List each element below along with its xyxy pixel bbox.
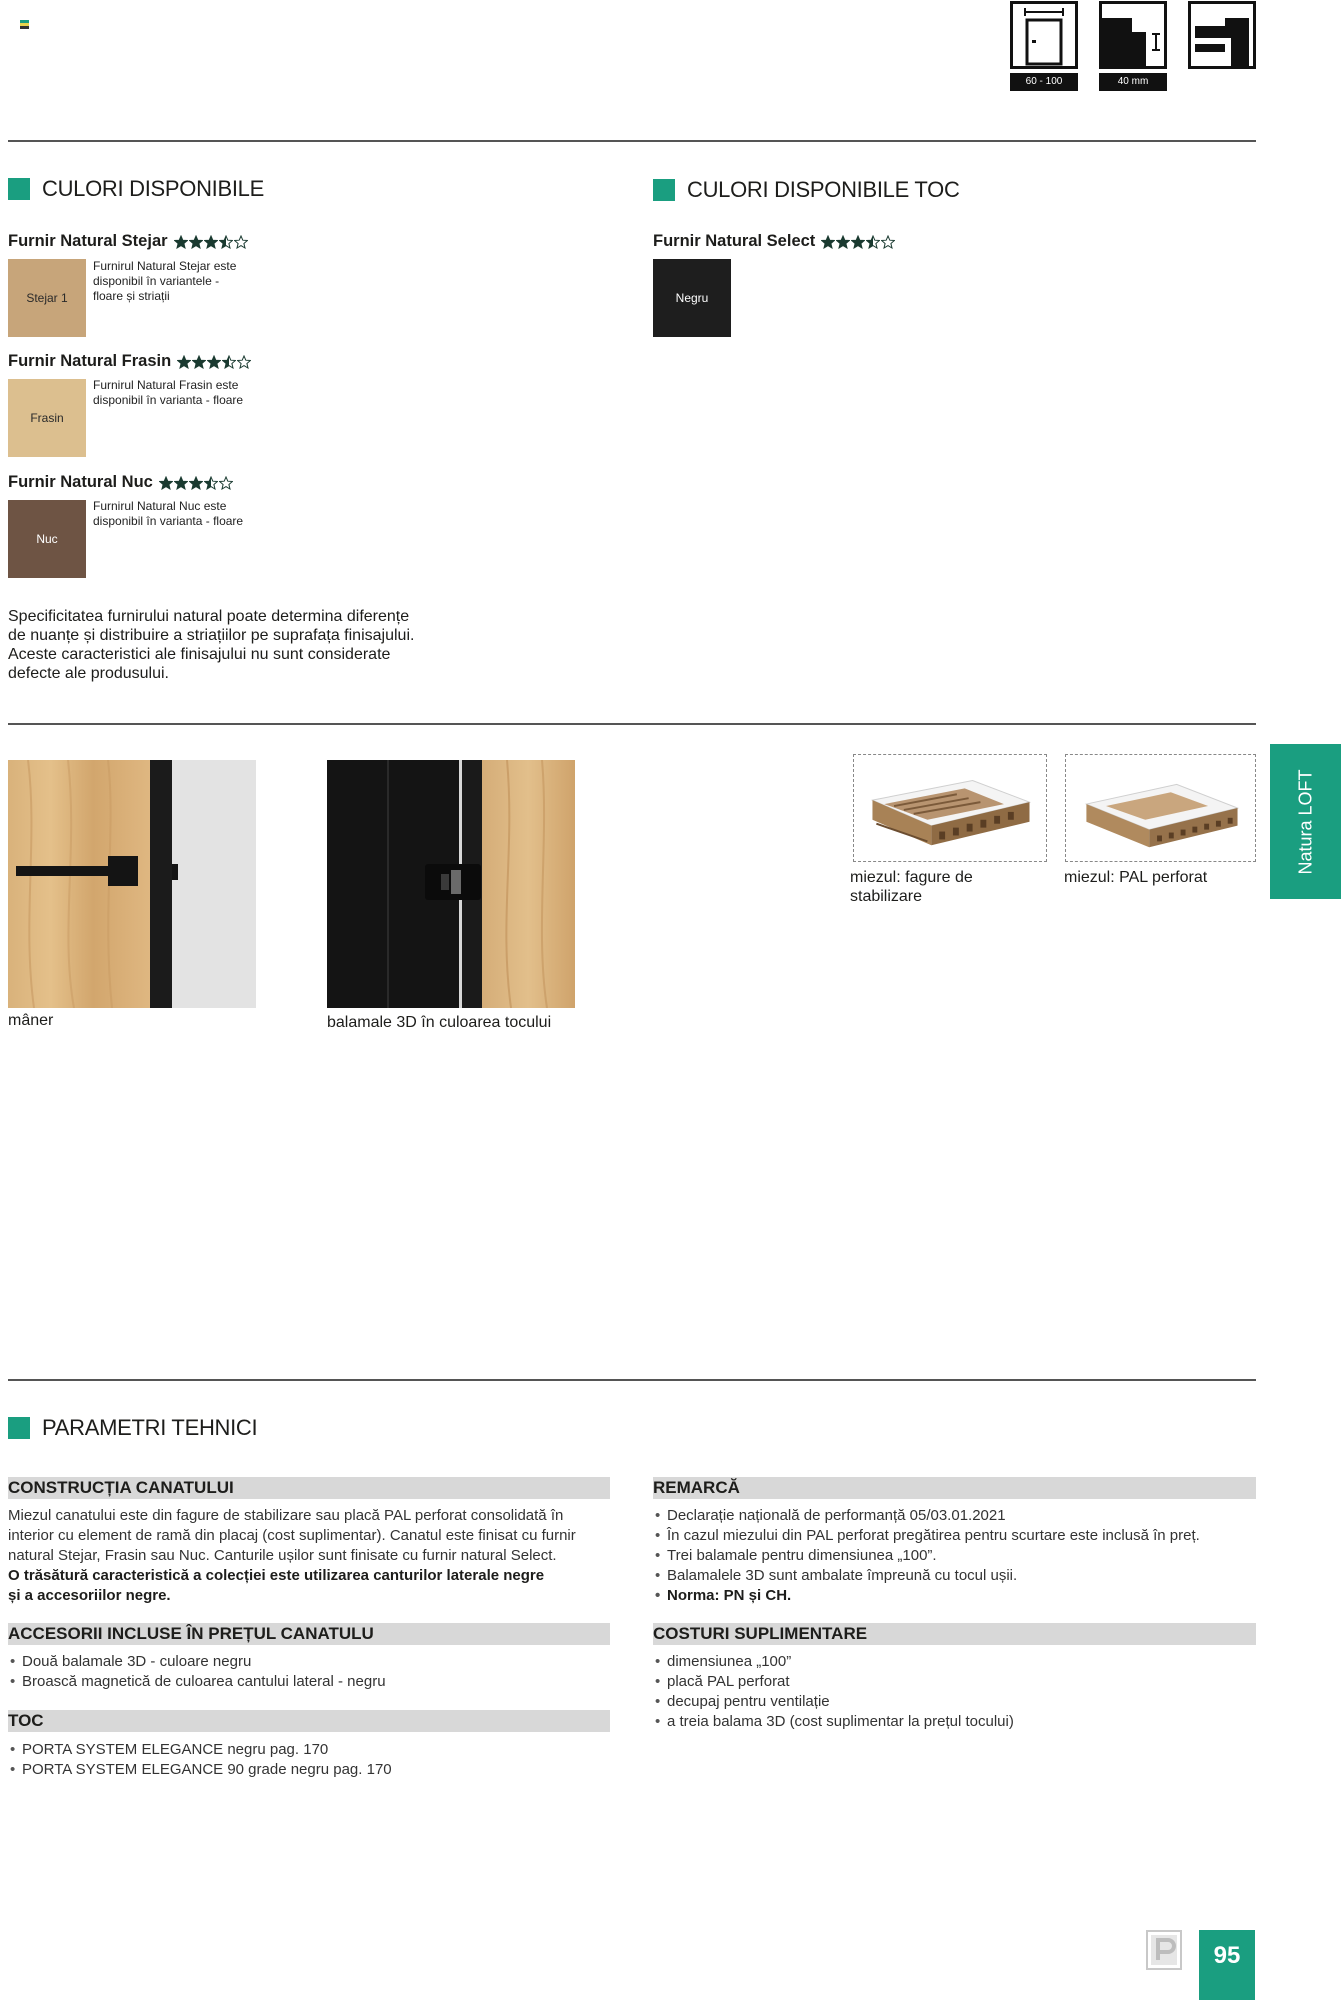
star-icon [881,235,895,249]
accessories-list [8,1652,610,1692]
text-line: natural Stejar, Frasin sau Nuc. Canturile ușilor sunt finisate cu furnir natural Select. [8,1547,557,1564]
star-icon [222,355,236,369]
star-icon [159,476,173,490]
swatch-label: Negru [675,291,709,305]
list-item: • dimensiunea „100” [653,1652,1256,1672]
page-number: 95 [1199,1930,1255,2000]
text-line: interior cu element de ramă din placaj (cost suplimentar). Canatul este finisat cu furnir [8,1527,576,1544]
construction-heading: CONSTRUCȚIA CANATULUI [8,1477,610,1499]
veneer-stejar-description [93,259,253,304]
star-icon [866,235,880,249]
veneer-title: Furnir Natural Select [653,232,816,250]
rating-stars [174,235,249,249]
star-icon [174,235,188,249]
swatch-negru [653,259,731,337]
star-icon [836,235,850,249]
list-item: • Declarație națională de performanță 05/03.01.2021 [653,1506,1256,1526]
veneer-title: Furnir Natural Nuc [8,473,153,491]
star-icon [189,476,203,490]
veneer-nuc-description [93,499,263,529]
divider [8,723,1256,725]
collection-name: Natura LOFT [1295,768,1315,875]
available-colors-heading [8,176,264,202]
star-icon [219,476,233,490]
star-icon [204,235,218,249]
frame-profile-icon [1188,1,1256,69]
swatch-stejar [8,259,86,337]
swatch-label: Stejar 1 [26,291,68,305]
description-line: disponibil în varianta - floare [93,514,244,528]
hinge-caption: balamale 3D în culoarea tocului [327,1014,552,1031]
frame-colors-heading [653,177,960,203]
star-icon [219,235,233,249]
caption-line: miezul: fagure de [850,869,973,886]
extra-costs-list [653,1652,1256,1732]
veneer-notice [8,607,468,683]
section-marker-icon [8,1417,30,1439]
text-line-bold: și a accesoriilor negre. [8,1587,171,1604]
swatch-label: Nuc [36,532,58,546]
section-title: CULORI DISPONIBILE [42,176,264,201]
door-width-label: 60 - 100 [1010,73,1078,91]
swatch-nuc [8,500,86,578]
description-line: Furnirul Natural Stejar este [93,259,237,273]
list-item: • placă PAL perforat [653,1672,1256,1692]
list-item-norm: • Norma: PN și CH. [653,1586,1256,1606]
construction-text [8,1506,610,1606]
frame-list [8,1740,610,1780]
notice-line: Aceste caracteristici ale finisajului nu sunt considerate [8,646,391,663]
rating-stars [177,355,252,369]
core-honeycomb-image [853,754,1047,862]
notice-line: defecte ale produsului. [8,665,169,682]
door-thickness-icon [1099,1,1167,69]
star-icon [177,355,191,369]
star-icon [234,235,248,249]
description-line: disponibil în varianta - floare [93,393,244,407]
rating-stars [159,476,234,490]
section-marker-icon [653,179,675,201]
frame-heading: TOC [8,1710,610,1732]
notice-line: de nuanțe și distribuire a striațiilor pe suprafața finisajului. [8,627,415,644]
rating-stars [821,235,896,249]
door-width-icon [1010,1,1078,69]
extra-costs-heading: COSTURI SUPLIMENTARE [653,1623,1256,1645]
star-icon [207,355,221,369]
text-line-bold: O trăsătură caracteristică a colecției este utilizarea canturilor laterale negre [8,1567,545,1584]
list-item: • Broască magnetică de culoarea cantului lateral - negru [8,1672,610,1692]
list-item: • Trei balamale pentru dimensiunea „100”. [653,1546,1256,1566]
star-icon [237,355,251,369]
technical-heading [8,1415,257,1441]
list-item: • Două balamale 3D - culoare negru [8,1652,610,1672]
flag-icon [20,20,29,29]
notice-line: Specificitatea furnirului natural poate determina diferențe [8,608,410,625]
remark-heading: REMARCĂ [653,1477,1256,1499]
veneer-frasin-description [93,378,263,408]
star-icon [204,476,218,490]
description-line: Furnirul Natural Nuc este [93,499,227,513]
accessories-heading: ACCESORII INCLUSE ÎN PREȚUL CANATULU [8,1623,610,1645]
door-thickness-label: 40 mm [1099,73,1167,91]
collection-side-tab [1270,744,1341,899]
swatch-frasin [8,379,86,457]
handle-caption: mâner [8,1012,54,1029]
list-item: • PORTA SYSTEM ELEGANCE negru pag. 170 [8,1740,610,1760]
star-icon [821,235,835,249]
star-icon [851,235,865,249]
veneer-frasin-name [8,352,252,371]
caption-line: stabilizare [850,888,923,905]
veneer-title: Furnir Natural Stejar [8,232,168,250]
section-title: CULORI DISPONIBILE TOC [687,177,960,202]
list-item: • În cazul miezului din PAL perforat pregătirea pentru scurtare este inclusă în preț. [653,1526,1256,1546]
description-line: floare și striații [93,289,170,303]
section-title: PARAMETRI TEHNICI [42,1415,258,1440]
swatch-label: Frasin [30,411,64,425]
star-icon [189,235,203,249]
core-pal-image [1065,754,1256,862]
core-honeycomb-caption [850,868,1040,906]
veneer-stejar-name [8,232,249,251]
description-line: Furnirul Natural Frasin este [93,378,239,392]
divider [8,140,1256,142]
star-icon [192,355,206,369]
brand-logo-icon [1146,1930,1182,1970]
veneer-select-name [653,232,896,251]
star-icon [174,476,188,490]
list-item: • a treia balama 3D (cost suplimentar la prețul tocului) [653,1712,1256,1732]
veneer-title: Furnir Natural Frasin [8,352,172,370]
flag-stripe-3 [20,26,29,29]
handle-photo [8,760,256,1008]
list-item: • decupaj pentru ventilație [653,1692,1256,1712]
description-line: disponibil în variantele - [93,274,220,288]
list-item: • Balamalele 3D sunt ambalate împreună cu tocul ușii. [653,1566,1256,1586]
hinge-photo [327,760,575,1008]
section-marker-icon [8,178,30,200]
remark-list [653,1506,1256,1606]
veneer-nuc-name [8,473,234,492]
divider [8,1379,1256,1381]
list-item: • PORTA SYSTEM ELEGANCE 90 grade negru pag. 170 [8,1760,610,1780]
text-line: Miezul canatului este din fagure de stabilizare sau placă PAL perforat consolidată în [8,1507,564,1524]
core-pal-caption: miezul: PAL perforat [1064,869,1208,886]
